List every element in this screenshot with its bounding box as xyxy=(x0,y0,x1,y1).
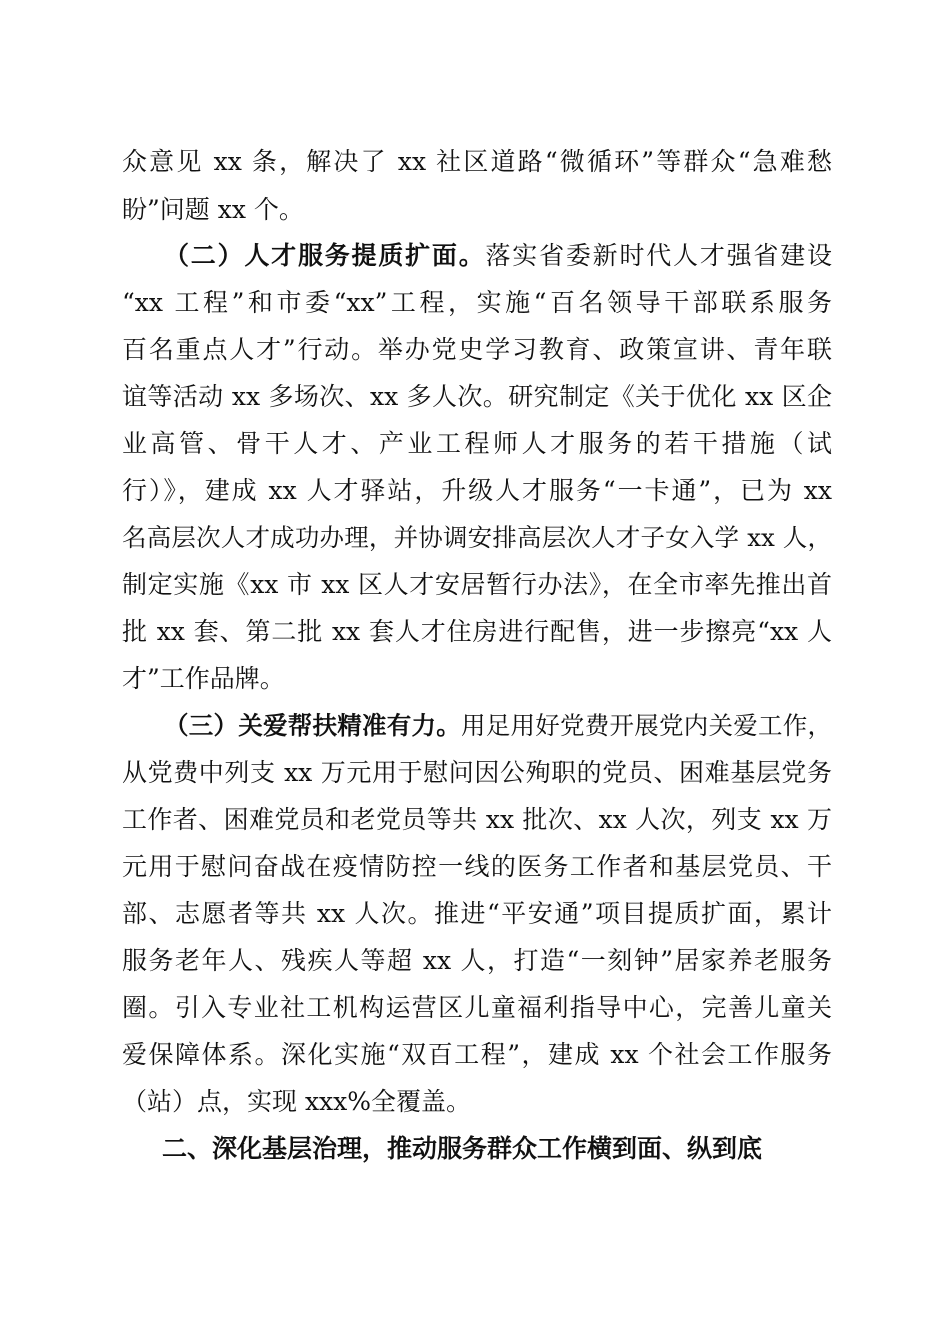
paragraph-line: 谊等活动 xx 多场次、xx 多人次。研究制定《关于优化 xx 区企 xyxy=(122,382,832,411)
paragraph-text: 用足用好党费开展党内关爱工作， xyxy=(461,711,832,740)
paragraph-line: 元用于慰问奋战在疫情防控一线的医务工作者和基层党员、干 xyxy=(122,852,832,881)
paragraph-line: 部、志愿者等共 xx 人次。推进“平安通”项目提质扩面，累计 xyxy=(122,899,832,928)
paragraph-line: 制定实施《xx 市 xx 区人才安居暂行办法》，在全市率先推出首 xyxy=(122,570,832,599)
subsection-heading: （三）关爱帮扶精准有力。 xyxy=(164,711,461,740)
paragraph-line: “xx 工程”和市委“xx”工程，实施“百名领导干部联系服务 xyxy=(122,288,832,317)
paragraph-first-line xyxy=(164,706,832,746)
paragraph-line: 名高层次人才成功办理，并协调安排高层次人才子女入学 xx 人， xyxy=(122,523,832,552)
paragraph-line: （站）点，实现 xxx%全覆盖。 xyxy=(122,1087,472,1116)
paragraph-line: 众意见 xx 条，解决了 xx 社区道路“微循环”等群众“急难愁 xyxy=(122,147,832,176)
paragraph-line: 圈。引入专业社工机构运营区儿童福利指导中心，完善儿童关 xyxy=(122,993,832,1022)
paragraph-line: 批 xx 套、第二批 xx 套人才住房进行配售，进一步擦亮“xx 人 xyxy=(122,617,832,646)
paragraph-line: 服务老年人、残疾人等超 xx 人，打造“一刻钟”居家养老服务 xyxy=(122,946,832,975)
paragraph-line: 盼”问题 xx 个。 xyxy=(122,195,304,224)
paragraph-text: 落实省委新时代人才强省建设 xyxy=(485,241,832,270)
section-heading: 二、深化基层治理，推动服务群众工作横到面、纵到底 xyxy=(162,1134,763,1163)
paragraph-line: 工作者、困难党员和老党员等共 xx 批次、xx 人次，列支 xx 万 xyxy=(122,805,832,834)
paragraph-line: 业高管、骨干人才、产业工程师人才服务的若干措施（试 xyxy=(122,429,832,458)
paragraph-line: 才”工作品牌。 xyxy=(122,664,285,693)
paragraph-line: 百名重点人才”行动。举办党史学习教育、政策宣讲、青年联 xyxy=(122,335,832,364)
paragraph-line: 从党费中列支 xx 万元用于慰问因公殉职的党员、困难基层党务 xyxy=(122,758,832,787)
paragraph-line: 爱保障体系。深化实施“双百工程”，建成 xx 个社会工作服务 xyxy=(122,1040,832,1069)
subsection-heading: （二）人才服务提质扩面。 xyxy=(164,241,486,270)
paragraph-line: 行）》，建成 xx 人才驿站，升级人才服务“一卡通”，已为 xx xyxy=(122,476,832,505)
paragraph-first-line xyxy=(164,236,832,276)
